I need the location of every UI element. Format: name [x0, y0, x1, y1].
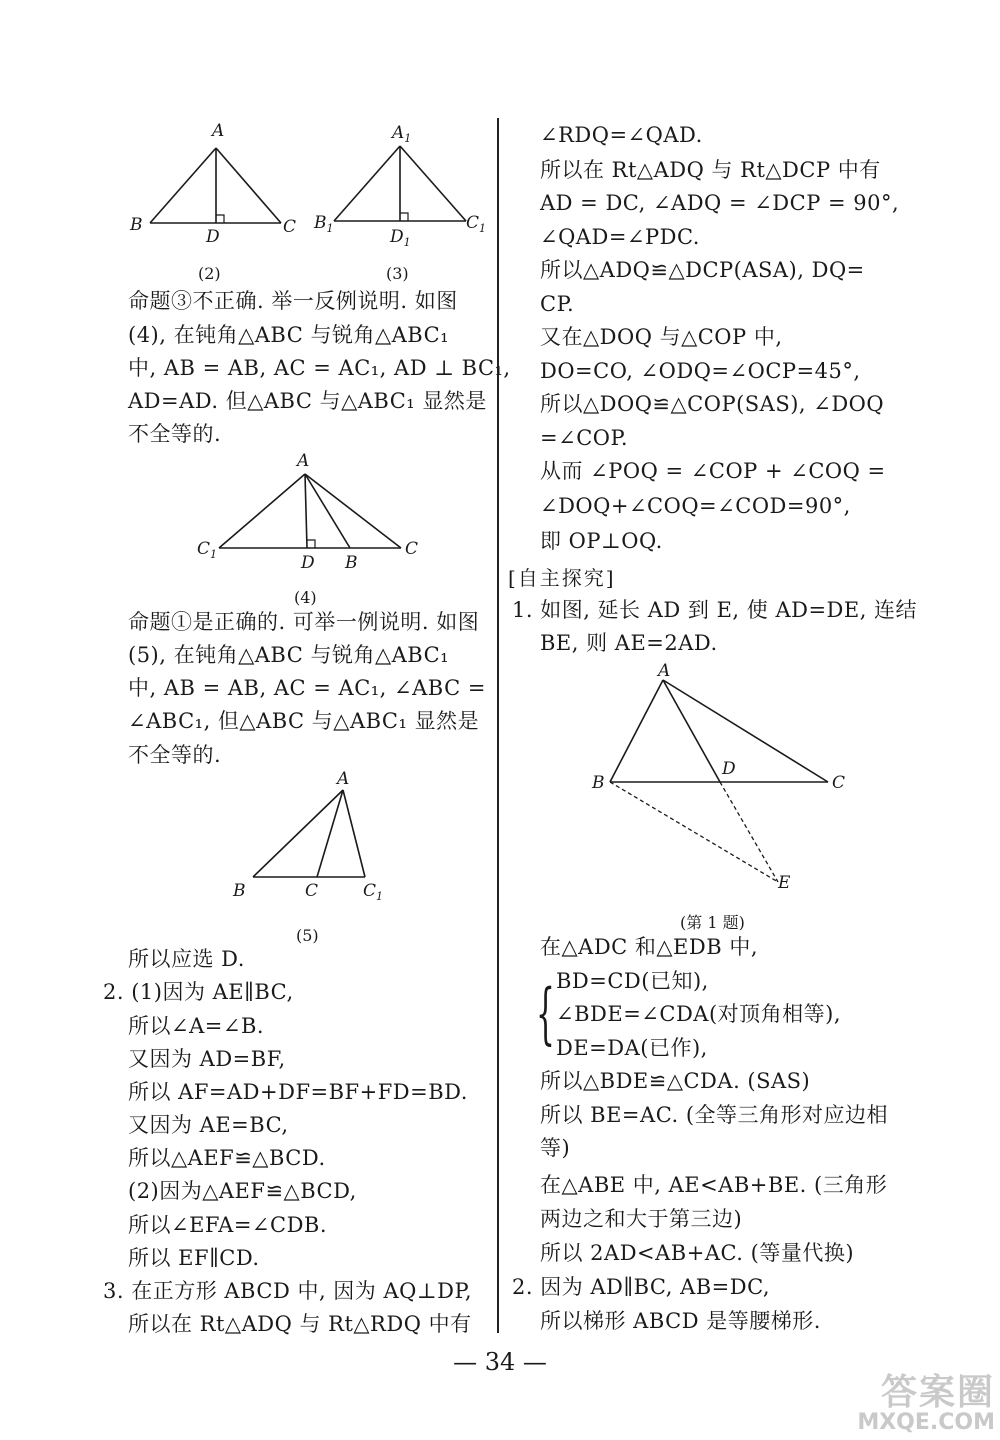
watermark-top: 答案圈: [880, 1372, 995, 1413]
section-tag: [自主探究]: [508, 566, 616, 590]
label-D: D: [206, 227, 220, 247]
right-line-22: 等): [540, 1136, 571, 1160]
left-line-10: 不全等的.: [128, 743, 222, 767]
svg-text:B1: $B_1$: [314, 213, 334, 235]
left-line-17: 所以△AEF≌△BCD.: [128, 1146, 326, 1170]
left-line-21: 3. 在正方形 ABCD 中, 因为 AQ⊥DP,: [103, 1279, 472, 1303]
right-line-27: 所以梯形 ABCD 是等腰梯形.: [540, 1309, 821, 1333]
left-line-4: AD=AD. 但△ABC 与△ABC₁ 显然是: [128, 389, 487, 413]
watermark-logo: [810, 1372, 995, 1437]
right-line-16: 在△ADC 和△EDB 中,: [540, 935, 758, 959]
right-line-14: 1. 如图, 延长 AD 到 E, 使 AD=DE, 连结: [512, 598, 918, 622]
left-line-6: 命题①是正确的. 可举一例说明. 如图: [128, 610, 480, 634]
left-line-8: 中, AB = AB, AC = AC₁, ∠ABC =: [128, 676, 486, 700]
label-D1: D: [390, 227, 404, 247]
label-A: A: [658, 661, 671, 681]
right-line-15: BE, 则 AE=2AD.: [540, 631, 718, 655]
label-B: B: [592, 773, 605, 793]
right-line-12: ∠DOQ+∠COQ=∠COD=90°,: [540, 494, 851, 518]
right-line-23: 在△ABE 中, AE<AB+BE. (三角形: [540, 1173, 888, 1197]
right-line-24: 两边之和大于第三边): [540, 1207, 743, 1231]
left-line-3: 中, AB = AB, AC = AC₁, AD ⊥ BC₁,: [128, 356, 511, 380]
figure-1-caption: (第 1 题): [680, 913, 745, 932]
label-A1: A: [392, 123, 405, 143]
left-line-14: 又因为 AD=BF,: [128, 1047, 286, 1071]
svg-text:D1: $D_1$: [390, 227, 411, 249]
right-line-20: 所以△BDE≌△CDA. (SAS): [540, 1069, 811, 1093]
brace: {: [536, 975, 555, 1052]
figure-4-caption: (4): [294, 588, 317, 607]
right-line-26: 2. 因为 AD∥BC, AB=DC,: [512, 1275, 771, 1299]
figure-2-caption: (2): [198, 264, 221, 283]
left-line-5: 不全等的.: [128, 422, 222, 446]
label-B: B: [130, 215, 143, 235]
watermark-bottom: MXQE.COM: [857, 1410, 995, 1435]
label-B: B: [345, 553, 358, 573]
left-line-2: (4), 在钝角△ABC 与锐角△ABC₁: [128, 323, 450, 347]
left-line-19: 所以∠EFA=∠CDB.: [128, 1213, 328, 1237]
label-C: C: [832, 773, 846, 793]
right-line-21: 所以 BE=AC. (全等三角形对应边相: [540, 1103, 889, 1127]
right-line-3: AD = DC, ∠ADQ = ∠DCP = 90°,: [540, 191, 900, 215]
label-C1: C: [197, 539, 211, 559]
label-C1: C: [466, 213, 480, 233]
figure-3: [312, 118, 492, 252]
right-line-11: 从而 ∠POQ = ∠COP + ∠COQ =: [540, 459, 886, 483]
right-line-17: BD=CD(已知),: [556, 969, 709, 993]
left-line-16: 又因为 AE=BC,: [128, 1113, 289, 1137]
column-divider: [497, 118, 499, 1333]
figure-5: [225, 770, 400, 909]
label-C1: C: [363, 881, 377, 901]
left-line-13: 所以∠A=∠B.: [128, 1014, 265, 1038]
left-line-9: ∠ABC₁, 但△ABC 与△ABC₁ 显然是: [128, 709, 480, 733]
label-C: C: [305, 881, 319, 901]
label-A: A: [297, 451, 310, 471]
label-A: A: [212, 121, 225, 141]
left-line-7: (5), 在钝角△ABC 与锐角△ABC₁: [128, 643, 450, 667]
figure-1: [588, 662, 858, 906]
svg-text:C1: $C_1$: [363, 881, 384, 903]
label-C: C: [283, 217, 297, 237]
left-line-15: 所以 AF=AD+DF=BF+FD=BD.: [128, 1080, 468, 1104]
svg-text:A1: $A_1$: [392, 123, 412, 145]
left-line-11: 所以应选 D.: [128, 947, 245, 971]
right-line-2: 所以在 Rt△ADQ 与 Rt△DCP 中有: [540, 158, 881, 182]
svg-text:C1: $C_1$: [466, 213, 487, 235]
figure-2: [128, 118, 298, 252]
label-C: C: [405, 539, 419, 559]
right-line-4: ∠QAD=∠PDC.: [540, 225, 700, 249]
label-A: A: [337, 769, 350, 789]
figure-5-caption: (5): [296, 926, 319, 945]
page-number: — 34 —: [453, 1348, 547, 1376]
right-line-13: 即 OP⊥OQ.: [540, 529, 663, 553]
svg-text:C1: $C_1$: [197, 539, 218, 561]
label-D: D: [722, 759, 736, 779]
right-line-9: 所以△DOQ≌△COP(SAS), ∠DOQ: [540, 392, 885, 416]
right-line-25: 所以 2AD<AB+AC. (等量代换): [540, 1241, 855, 1265]
left-line-1: 命题③不正确. 举一反例说明. 如图: [128, 289, 458, 313]
right-line-10: =∠COP.: [540, 426, 629, 450]
left-line-20: 所以 EF∥CD.: [128, 1246, 260, 1270]
figure-3-caption: (3): [386, 264, 409, 283]
right-line-5: 所以△ADQ≌△DCP(ASA), DQ=: [540, 258, 865, 282]
right-line-19: DE=DA(已作),: [556, 1036, 708, 1060]
left-line-22: 所以在 Rt△ADQ 与 Rt△RDQ 中有: [128, 1312, 472, 1336]
label-E: E: [778, 873, 791, 893]
right-line-6: CP.: [540, 292, 575, 316]
right-line-18: ∠BDE=∠CDA(对顶角相等),: [556, 1002, 842, 1026]
right-line-7: 又在△DOQ 与△COP 中,: [540, 325, 783, 349]
label-D: D: [301, 553, 315, 573]
left-line-18: (2)因为△AEF≌△BCD,: [128, 1179, 357, 1203]
right-line-1: ∠RDQ=∠QAD.: [540, 123, 703, 147]
right-line-8: DO=CO, ∠ODQ=∠OCP=45°,: [540, 359, 861, 383]
label-B: B: [233, 881, 246, 901]
left-line-12: 2. (1)因为 AE∥BC,: [103, 980, 294, 1004]
label-B1: B: [314, 213, 327, 233]
figure-4: [195, 448, 430, 582]
